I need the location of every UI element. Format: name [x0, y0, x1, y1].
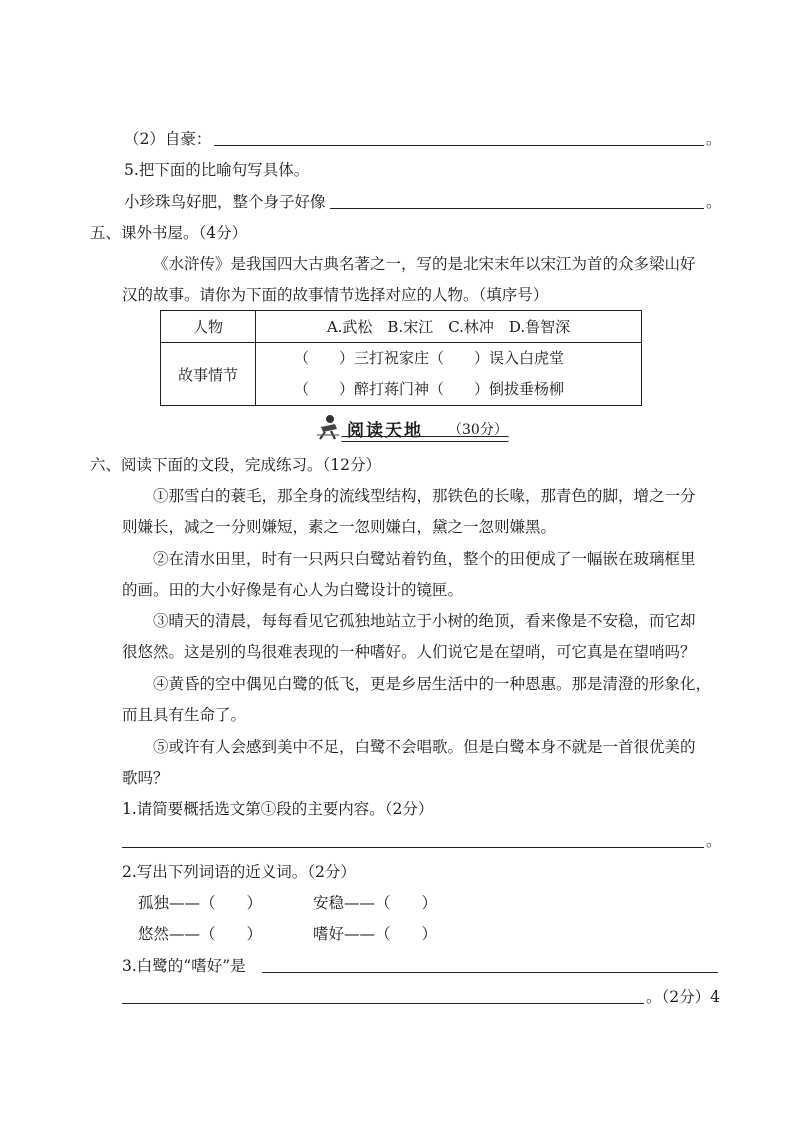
banner-title: 阅读天地: [347, 421, 423, 441]
section5-intro-line2: [0, 281, 794, 309]
table-events-label: 故事情节: [161, 343, 256, 406]
question-2: 2.写出下列词语的近义词。（2分）: [122, 863, 356, 881]
events-row-1[interactable]: （ ）三打祝家庄（ ）误入白虎堂: [294, 349, 565, 367]
q4-item2-text: （2）自豪：: [124, 130, 212, 148]
p3-line2: [0, 638, 794, 666]
synonym-gudu[interactable]: 孤独——（ ）: [138, 894, 263, 912]
q3-answer-line-1[interactable]: [262, 972, 718, 973]
q2-row1: [0, 889, 794, 917]
q1-line: [0, 795, 794, 823]
q2-line: [0, 858, 794, 886]
q4-item5-answer-row: [0, 188, 794, 216]
section5-intro-1: 《水浒传》是我国四大古典名著之一，写的是北宋末年以宋江为首的众多梁山好: [153, 255, 696, 273]
p2-line1: [0, 545, 794, 573]
section5-heading: 五、课外书屋。（4分）: [90, 224, 248, 242]
synonym-shihao[interactable]: 嗜好——（ ）: [313, 925, 438, 943]
p2-line2: [0, 576, 794, 604]
table-characters-label: 人物: [161, 311, 256, 343]
q1-end: 。: [706, 832, 722, 850]
q3-answer-row: [0, 983, 794, 1011]
q4-item5-prompt: 5.把下面的比喻句写具体。: [124, 161, 310, 179]
p3-line1: [0, 607, 794, 635]
synonym-youran[interactable]: 悠然——（ ）: [138, 925, 263, 943]
paragraph-1-part-1: ①那雪白的蓑毛，那全身的流线型结构，那铁色的长喙，那青色的脚，增之一分: [153, 487, 696, 505]
paragraph-4-part-2: 而且具有生命了。: [122, 706, 247, 724]
q3-answer-line-2[interactable]: [122, 1003, 644, 1004]
paragraph-5-part-1: ⑤或许有人会感到美中不足，白鹭不会唱歌。但是白鹭本身不就是一首很优美的: [153, 738, 696, 756]
q4-item5-answer-line[interactable]: [330, 208, 704, 209]
section5-intro-2: 汉的故事。请你为下面的故事情节选择对应的人物。（填序号）: [122, 286, 549, 304]
table-events-cell: [256, 343, 642, 406]
banner-score: （30分）: [448, 422, 508, 438]
story-match-table: [160, 310, 642, 406]
paragraph-1-part-2: 则嫌长，减之一分则嫌短，素之一忽则嫌白，黛之一忽则嫌黑。: [122, 518, 557, 536]
q4-item2-answer-line[interactable]: [214, 145, 704, 146]
p1-line1: [0, 482, 794, 510]
table-character-options: A.武松 B.宋江 C.林冲 D.鲁智深: [256, 311, 642, 343]
reading-section-banner: [313, 413, 508, 443]
banner-underline: [341, 436, 509, 442]
events-row-2[interactable]: （ ）醉打蒋门神（ ）倒拔垂杨柳: [294, 380, 565, 398]
q4-item5-prompt-line: [0, 156, 794, 184]
paragraph-3-part-1: ③晴天的清晨，每每看见它孤独地站立于小树的绝顶，看来像是不安稳，而它却: [153, 612, 696, 630]
section5-heading-line: [0, 219, 794, 247]
p1-line2: [0, 513, 794, 541]
reading-figure-icon: [313, 413, 343, 441]
synonym-anwen[interactable]: 安稳——（ ）: [313, 894, 438, 912]
paragraph-5-part-2: 歌吗？: [122, 769, 169, 787]
p5-line2: [0, 764, 794, 792]
paragraph-2-part-1: ②在清水田里，时有一只两只白鹭站着钓鱼，整个的田便成了一幅嵌在玻璃框里: [153, 550, 696, 568]
paragraph-3-part-2: 很悠然。这是别的鸟很难表现的一种嗜好。人们说它是在望哨，可它真是在望哨吗？: [122, 643, 696, 661]
q3-end: 。（2分）4: [646, 988, 720, 1006]
q1-answer-line[interactable]: [122, 847, 704, 848]
q2-row2: [0, 920, 794, 948]
q4-item5-end: 。: [706, 193, 722, 211]
section5-intro-line1: [0, 250, 794, 278]
paragraph-2-part-2: 的画。田的大小好像是有心人为白鹭设计的镜匣。: [122, 581, 464, 599]
q1-answer-row: [0, 827, 794, 855]
p5-line1: [0, 733, 794, 761]
section6-heading-line: [0, 451, 794, 479]
q4-item2-line: [0, 125, 794, 153]
question-1: 1.请简要概括选文第①段的主要内容。（2分）: [122, 800, 434, 818]
section6-heading: 六、阅读下面的文段，完成练习。（12分）: [90, 456, 381, 474]
question-3: 3.白鹭的“嗜好”是: [122, 957, 246, 975]
p4-line2: [0, 701, 794, 729]
p4-line1: [0, 670, 794, 698]
paragraph-4-part-1: ④黄昏的空中偶见白鹭的低飞，更是乡居生活中的一种恩惠。那是清澄的形象化，: [153, 675, 712, 693]
q4-item5-lead: 小珍珠鸟好肥，整个身子好像: [124, 193, 326, 211]
q4-item2-end: 。: [706, 130, 722, 148]
q3-line: [0, 952, 794, 980]
